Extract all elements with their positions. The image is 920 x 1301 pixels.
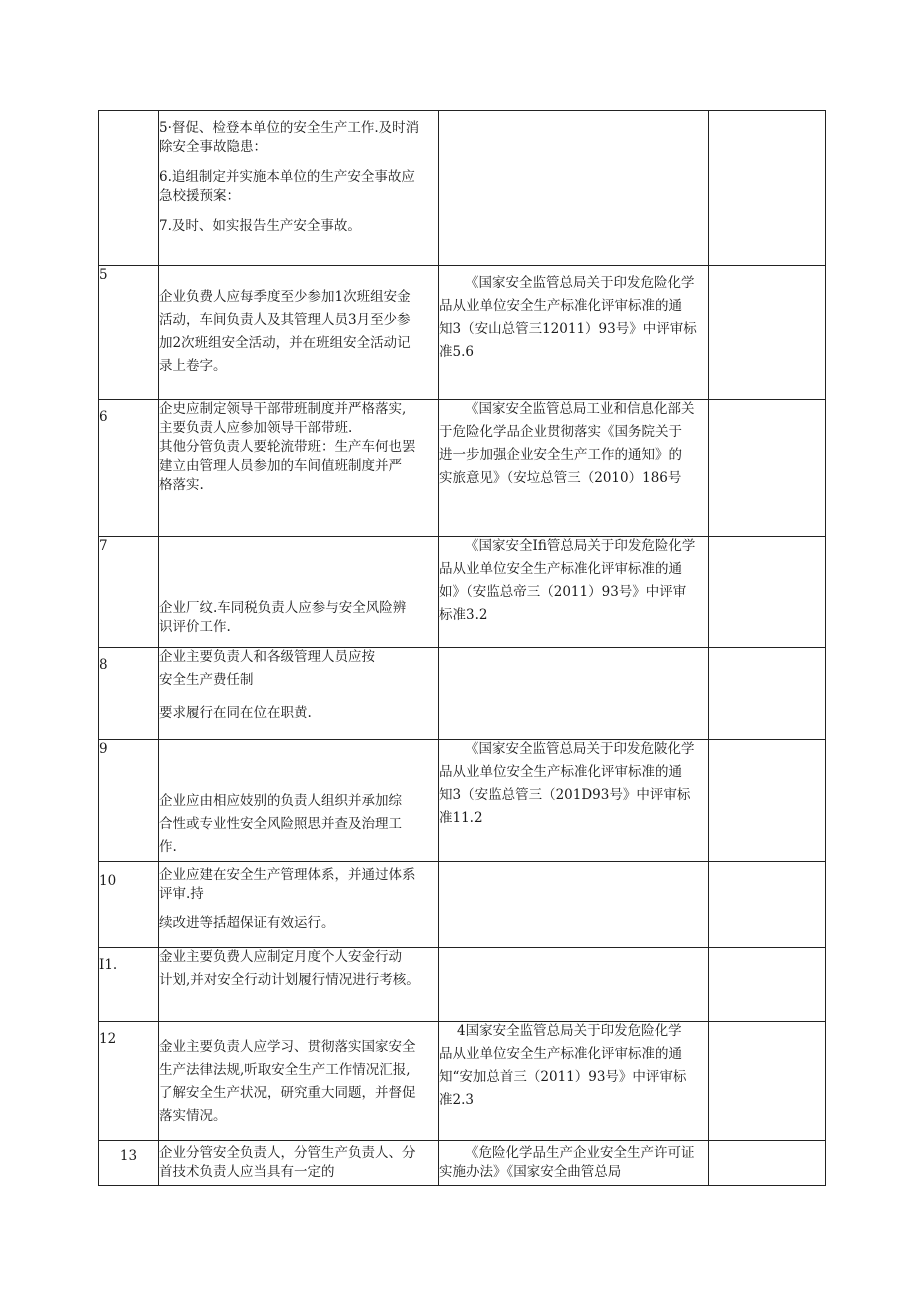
reference-cell	[439, 862, 709, 948]
remark-cell	[709, 266, 826, 400]
item-number: 7	[99, 537, 159, 648]
requirement-cell: 金业主要负责人应学习、贯彻落实国家安全 生产法律法规,听取安全生产工作情况汇报, 了解安全生产状况，研究重大同题，并督促 落实情况。	[159, 1022, 439, 1141]
remark-cell	[709, 400, 826, 537]
item-number: 8	[99, 648, 159, 740]
reference-cell: 《国家安全监管总局关于印发危险化学 品从业单位安全生产标准化评审标准的通 知3（安山总管三12011）93号》中评审标 准5.6	[439, 266, 709, 400]
requirement-cell: 5·督促、检登本单位的安全生产工作.及时消 除安全事故隐患： 6.追组制定并实施本单位的生产安全事故应 急校援预案： 7.及时、如实报告生产安全事故。	[159, 111, 439, 266]
requirement-cell: 企业应建在安全生产管理体系，并通过体系 评审.持 续改进等括超保证有效运行。	[159, 862, 439, 948]
reference-cell	[439, 948, 709, 1022]
remark-cell	[709, 862, 826, 948]
reference-cell	[439, 648, 709, 740]
remark-cell	[709, 648, 826, 740]
table-row	[99, 1141, 826, 1186]
requirement-cell: 金业主要负费人应制定月度个人安金行动 计划,并对安全行动计划履行情况进行考核。	[159, 948, 439, 1022]
reference-cell: 《危险化学品生产企业安全生产许可证 实施办法》《国家安全曲管总局	[439, 1141, 709, 1186]
table-row	[99, 537, 826, 648]
safety-duties-table	[98, 110, 826, 1186]
remark-cell	[709, 740, 826, 862]
remark-cell	[709, 1022, 826, 1141]
item-number: 6	[99, 400, 159, 537]
item-number	[99, 111, 159, 266]
item-number: 9	[99, 740, 159, 862]
remark-cell	[709, 111, 826, 266]
item-number: I1.	[99, 948, 159, 1022]
table-row	[99, 111, 826, 266]
remark-cell	[709, 1141, 826, 1186]
requirement-cell: 企业厂纹.车同税负责人应参与安全风险辨 识评价工作.	[159, 537, 439, 648]
reference-cell: 《国家安全监管总局关于印发危陂化学 品从业单位安全生产标准化评审标准的通 知3（安监总管三（201D93号》中评审标 准11.2	[439, 740, 709, 862]
reference-cell: 《国家安全Ifi管总局关于印发危险化学 品从业单位安全生产标准化评审标准的通 如》（安监总帝三（2011）93号》中评审 标准3.2	[439, 537, 709, 648]
reference-cell: 4国家安全监管总局关于印发危险化学 品从业单位安全生产标准化评审标准的通 知“安加总首三（2011）93号》中评审标 准2.3	[439, 1022, 709, 1141]
table-row	[99, 648, 826, 740]
table-row	[99, 400, 826, 537]
table-row	[99, 740, 826, 862]
reference-cell	[439, 111, 709, 266]
remark-cell	[709, 948, 826, 1022]
requirement-cell: 企业主要负责人和各级管理人员应按 安全生产费任制 要求履行在同在位在职黄.	[159, 648, 439, 740]
requirement-cell: 企业负费人应每季度至少参加1次班组安金 活动，车间负责人及其管理人员3月至少参 加2次班组安全活动，并在班组安全活动记 录上卷字。	[159, 266, 439, 400]
item-number: 10	[99, 862, 159, 948]
item-number: 5	[99, 266, 159, 400]
table-row	[99, 1022, 826, 1141]
reference-cell: 《国家安全监管总局工业和信息化部关 于危险化学品企业贯彻落实《国务院关于 进一步加强企业安全生产工作的通知》的 实旅意见》（安垃总管三（2010）186号	[439, 400, 709, 537]
requirement-cell: 企业分管安全负责人，分管生产负责人、分 首技术负责人应当具有一定的	[159, 1141, 439, 1186]
remark-cell	[709, 537, 826, 648]
item-number: 12	[99, 1022, 159, 1141]
requirement-cell: 企史应制定领导干部带班制度并严格落实, 主要负责人应参加领导干部带班. 其他分管负责人要轮流带班：生产车何也罢 建立由管理人员参加的车间值班制度并严 格落实.	[159, 400, 439, 537]
table-row	[99, 948, 826, 1022]
table-row	[99, 862, 826, 948]
requirement-cell: 企业应由相应妓别的负责人组织并承加综 合性或专业性安全风险照思并查及治理工 作.	[159, 740, 439, 862]
item-number: 13	[99, 1141, 159, 1186]
table-row	[99, 266, 826, 400]
